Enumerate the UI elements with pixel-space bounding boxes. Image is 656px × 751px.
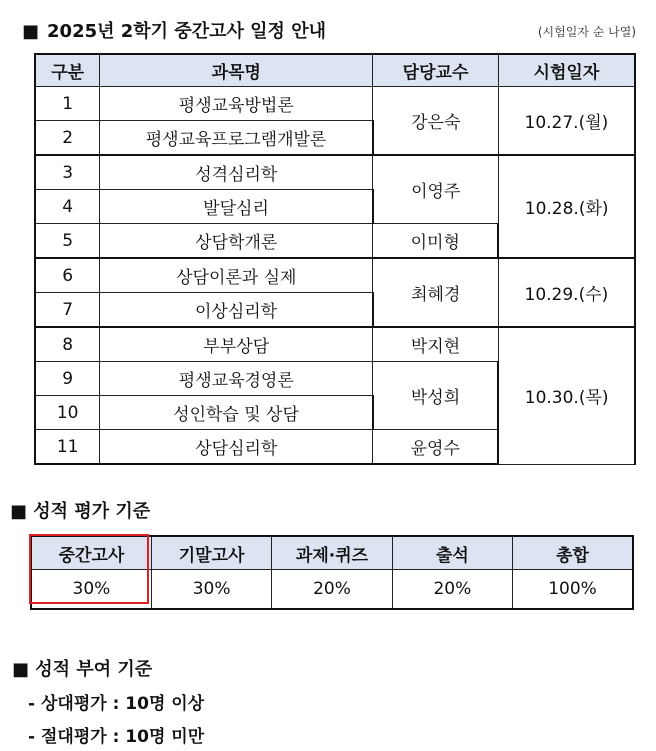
grade-value-total: 100% xyxy=(513,570,633,610)
grade-header-midterm: 중간고사 xyxy=(31,536,151,570)
row-subject: 부부상담 xyxy=(100,327,373,362)
title-bullet: ■ xyxy=(22,21,40,42)
row-no: 7 xyxy=(35,293,100,328)
row-date: 10.27.(월) xyxy=(498,87,635,156)
row-date: 10.30.(목) xyxy=(498,327,635,464)
grade-value-final: 30% xyxy=(151,570,271,610)
row-no: 4 xyxy=(35,190,100,224)
row-no: 3 xyxy=(35,155,100,190)
row-no: 2 xyxy=(35,121,100,156)
row-no: 10 xyxy=(35,396,100,430)
row-subject: 발달심리 xyxy=(100,190,373,224)
row-subject: 성인학습 및 상담 xyxy=(100,396,373,430)
exam-schedule-table xyxy=(34,53,636,465)
row-no: 5 xyxy=(35,224,100,259)
row-professor: 최혜경 xyxy=(373,258,499,327)
row-subject: 평생교육프로그램개발론 xyxy=(100,121,373,156)
grading-heading: ■ 성적 평가 기준 xyxy=(10,501,151,522)
grade-header-total: 총합 xyxy=(513,536,633,570)
assignment-heading: ■ 성적 부여 기준 xyxy=(12,659,153,680)
row-no: 1 xyxy=(35,87,100,121)
row-professor: 이미형 xyxy=(373,224,499,259)
row-no: 9 xyxy=(35,362,100,396)
row-professor: 강은숙 xyxy=(373,87,499,156)
row-subject: 평생교육방법론 xyxy=(100,87,373,121)
row-professor: 윤영수 xyxy=(373,430,499,465)
row-date: 10.28.(화) xyxy=(498,155,635,258)
grading-table xyxy=(30,535,634,610)
grade-header-final: 기말고사 xyxy=(151,536,271,570)
header-professor: 담당교수 xyxy=(373,54,499,87)
row-no: 6 xyxy=(35,258,100,293)
relative-grading-item: - 상대평가 : 10명 이상 xyxy=(28,694,205,714)
row-subject: 평생교육경영론 xyxy=(100,362,373,396)
row-date: 10.29.(수) xyxy=(498,258,635,327)
row-professor: 박성희 xyxy=(373,362,499,430)
grade-header-attendance: 출석 xyxy=(392,536,512,570)
row-subject: 상담심리학 xyxy=(100,430,373,465)
absolute-grading-item: - 절대평가 : 10명 미만 xyxy=(28,727,205,747)
row-subject: 상담학개론 xyxy=(100,224,373,259)
title-text: 2025년 2학기 중간고사 일정 안내 xyxy=(47,21,326,42)
header-no: 구분 xyxy=(35,54,100,87)
grade-value-midterm: 30% xyxy=(31,570,151,610)
row-professor: 박지현 xyxy=(373,327,499,362)
header-date: 시험일자 xyxy=(498,54,635,87)
row-professor: 이영주 xyxy=(373,155,499,224)
sort-note: (시험일자 순 나열) xyxy=(537,25,636,39)
page-title xyxy=(22,17,326,43)
row-subject: 성격심리학 xyxy=(100,155,373,190)
row-subject: 상담이론과 실제 xyxy=(100,258,373,293)
row-no: 8 xyxy=(35,327,100,362)
grade-value-assignment: 20% xyxy=(272,570,392,610)
grade-value-attendance: 20% xyxy=(392,570,512,610)
row-subject: 이상심리학 xyxy=(100,293,373,328)
row-no: 11 xyxy=(35,430,100,465)
grade-header-assignment: 과제·퀴즈 xyxy=(272,536,392,570)
header-subject: 과목명 xyxy=(100,54,373,87)
